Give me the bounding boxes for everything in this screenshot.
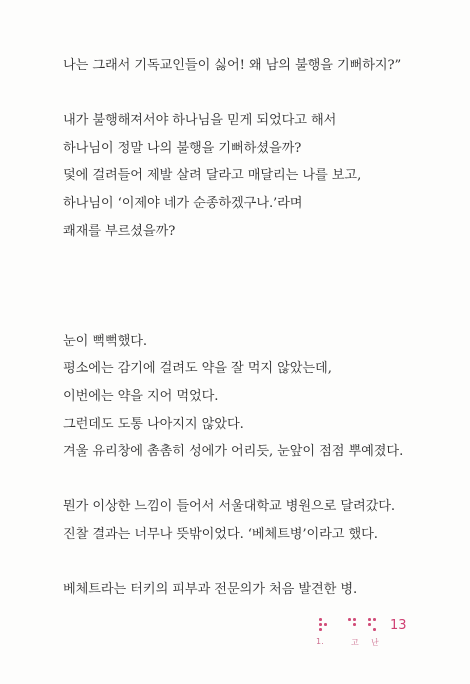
footer-label-2: 고	[351, 638, 359, 647]
text-line: 쾌재를 부르셨을까?	[63, 223, 176, 239]
text-line: 하나님이 ‘이제야 네가 순종하겠구나.’라며	[63, 195, 303, 211]
text-line: 덫에 걸려들어 제발 살려 달라고 매달리는 나를 보고,	[63, 168, 362, 184]
paragraph-gap	[63, 466, 455, 494]
footer-label-1: 1.	[316, 637, 324, 646]
page-number: 13	[390, 618, 407, 633]
text-line: 베체트라는 터키의 피부과 전문의가 처음 발견한 병.	[63, 582, 358, 598]
paragraph-gap	[63, 549, 455, 577]
text-line: 겨울 유리창에 촘촘히 성에가 어리듯, 눈앞이 점점 뿌예졌다.	[63, 444, 404, 460]
text-line: 평소에는 감기에 걸려도 약을 잘 먹지 않았는데,	[63, 361, 332, 377]
paragraph-gap	[63, 80, 455, 108]
braille-mark-2	[347, 617, 359, 635]
braille-mark-3	[367, 617, 379, 635]
text-line: 내가 불행해져서야 하나님을 믿게 되었다고 해서	[63, 113, 337, 129]
text-line: 눈이 뻑뻑했다.	[63, 333, 148, 349]
section-gap	[63, 245, 455, 300]
text-line: 그런데도 도통 나아지지 않았다.	[63, 416, 244, 432]
braille-mark-1	[318, 617, 330, 635]
footer-label-3: 난	[371, 638, 379, 647]
text-line: 뭔가 이상한 느낌이 들어서 서울대학교 병원으로 달려갔다.	[63, 499, 395, 515]
page-footer	[298, 612, 428, 652]
text-line: 진찰 결과는 너무나 뜻밖이었다. ‘베체트병’이라고 했다.	[63, 526, 378, 542]
text-line: 하나님이 정말 나의 불행을 기뻐하셨을까?	[63, 140, 302, 156]
text-line: 이번에는 약을 지어 먹었다.	[63, 388, 219, 404]
page-body-text	[63, 52, 455, 604]
text-line: 나는 그래서 기독교인들이 싫어! 왜 남의 불행을 기뻐하지?”	[63, 58, 402, 73]
section-gap	[63, 300, 455, 328]
